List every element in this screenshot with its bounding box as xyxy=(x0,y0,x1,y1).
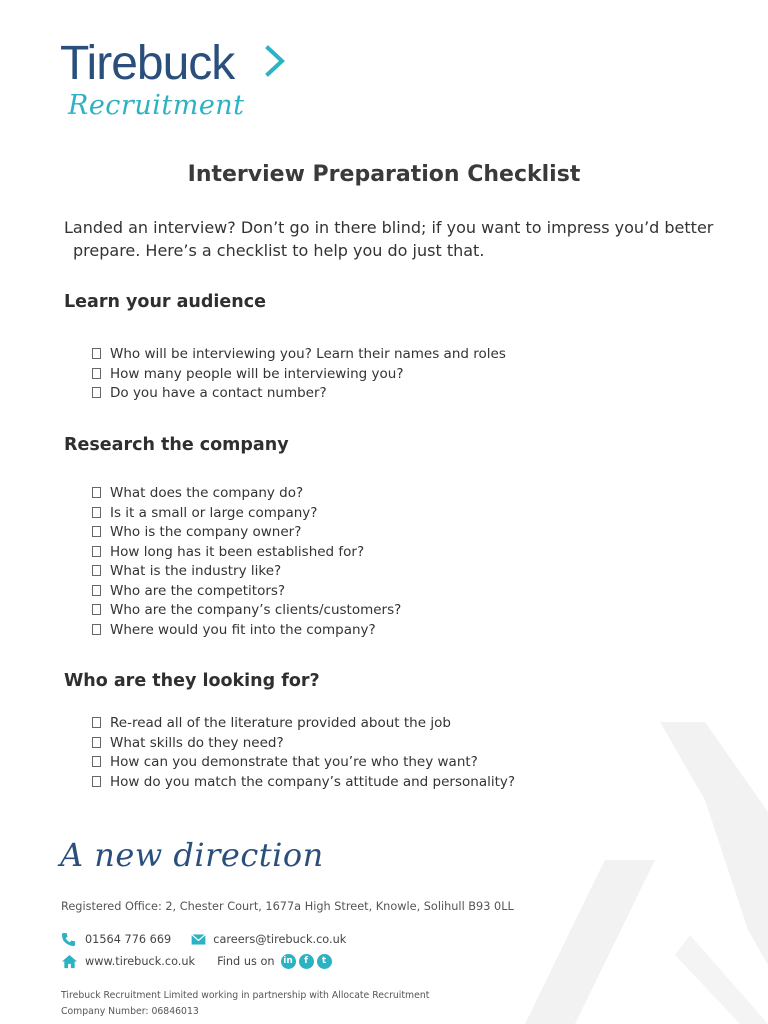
checklist-item[interactable]: How can you demonstrate that you’re who they want? xyxy=(92,753,515,773)
checkbox-icon[interactable] xyxy=(92,507,101,518)
checkbox-icon[interactable] xyxy=(92,624,101,635)
contact-row-web-social xyxy=(61,954,335,969)
checkbox-icon[interactable] xyxy=(92,348,101,359)
company-number: Company Number: 06846013 xyxy=(61,1006,199,1017)
checklist-item[interactable]: Re-read all of the literature provided about the job xyxy=(92,714,515,734)
checklist-item[interactable]: Who will be interviewing you? Learn their names and roles xyxy=(92,345,506,365)
twitter-icon[interactable]: t xyxy=(317,954,332,969)
registered-office-address: Registered Office: 2, Chester Court, 1677a High Street, Knowle, Solihull B93 0LL xyxy=(61,900,514,913)
checkbox-icon[interactable] xyxy=(92,487,101,498)
find-us-label: Find us on xyxy=(217,955,275,968)
checkbox-icon[interactable] xyxy=(92,585,101,596)
facebook-icon[interactable]: f xyxy=(299,954,314,969)
partnership-note: Tirebuck Recruitment Limited working in partnership with Allocate Recruitment xyxy=(61,990,430,1001)
logo-chevron-icon xyxy=(264,44,288,84)
intro-line-1: Landed an interview? Don’t go in there blind; if you want to impress you’d better xyxy=(64,218,714,237)
company-logo xyxy=(60,37,245,121)
email-icon xyxy=(191,934,206,945)
tagline xyxy=(60,836,324,874)
checkbox-icon[interactable] xyxy=(92,368,101,379)
logo-wordmark: Tirebuck xyxy=(60,37,235,90)
checklist-item[interactable]: Who is the company owner? xyxy=(92,523,401,543)
checkbox-icon[interactable] xyxy=(92,717,101,728)
checkbox-icon[interactable] xyxy=(92,776,101,787)
linkedin-icon[interactable]: in xyxy=(281,954,296,969)
checklist-looking-for xyxy=(92,714,515,792)
section-heading-research-company: Research the company xyxy=(64,435,289,455)
checklist-item[interactable]: Who are the competitors? xyxy=(92,582,401,602)
phone-icon xyxy=(61,932,76,947)
checklist-item[interactable]: How many people will be interviewing you? xyxy=(92,365,506,385)
intro-line-2: prepare. Here’s a checklist to help you do just that. xyxy=(73,241,485,260)
checkbox-icon[interactable] xyxy=(92,526,101,537)
page-title: Interview Preparation Checklist xyxy=(187,162,581,187)
checklist-item[interactable]: How do you match the company’s attitude and personality? xyxy=(92,773,515,793)
checklist-item[interactable]: Who are the company’s clients/customers? xyxy=(92,601,401,621)
checklist-item[interactable]: Do you have a contact number? xyxy=(92,384,506,404)
logo-subtitle: Recruitment xyxy=(68,90,245,121)
contact-row-phone-email xyxy=(61,932,346,947)
checkbox-icon[interactable] xyxy=(92,546,101,557)
phone-number[interactable]: 01564 776 669 xyxy=(85,933,172,946)
checklist-item[interactable]: How long has it been established for? xyxy=(92,543,401,563)
email-address[interactable]: careers@tirebuck.co.uk xyxy=(213,933,347,946)
intro-paragraph xyxy=(64,216,724,262)
checklist-item[interactable]: What skills do they need? xyxy=(92,734,515,754)
checklist-item[interactable]: Where would you fit into the company? xyxy=(92,621,401,641)
checkbox-icon[interactable] xyxy=(92,756,101,767)
checklist-item[interactable]: Is it a small or large company? xyxy=(92,504,401,524)
checkbox-icon[interactable] xyxy=(92,565,101,576)
checklist-item[interactable]: What does the company do? xyxy=(92,484,401,504)
website-link[interactable]: www.tirebuck.co.uk xyxy=(85,955,196,968)
checkbox-icon[interactable] xyxy=(92,387,101,398)
tagline-text: A new direction xyxy=(60,836,324,874)
checklist-learn-audience xyxy=(92,345,506,404)
checklist-research-company xyxy=(92,484,401,640)
section-heading-learn-audience: Learn your audience xyxy=(64,292,266,312)
checklist-item[interactable]: What is the industry like? xyxy=(92,562,401,582)
home-icon xyxy=(61,954,78,969)
checkbox-icon[interactable] xyxy=(92,737,101,748)
section-heading-looking-for: Who are they looking for? xyxy=(64,671,320,691)
checkbox-icon[interactable] xyxy=(92,604,101,615)
